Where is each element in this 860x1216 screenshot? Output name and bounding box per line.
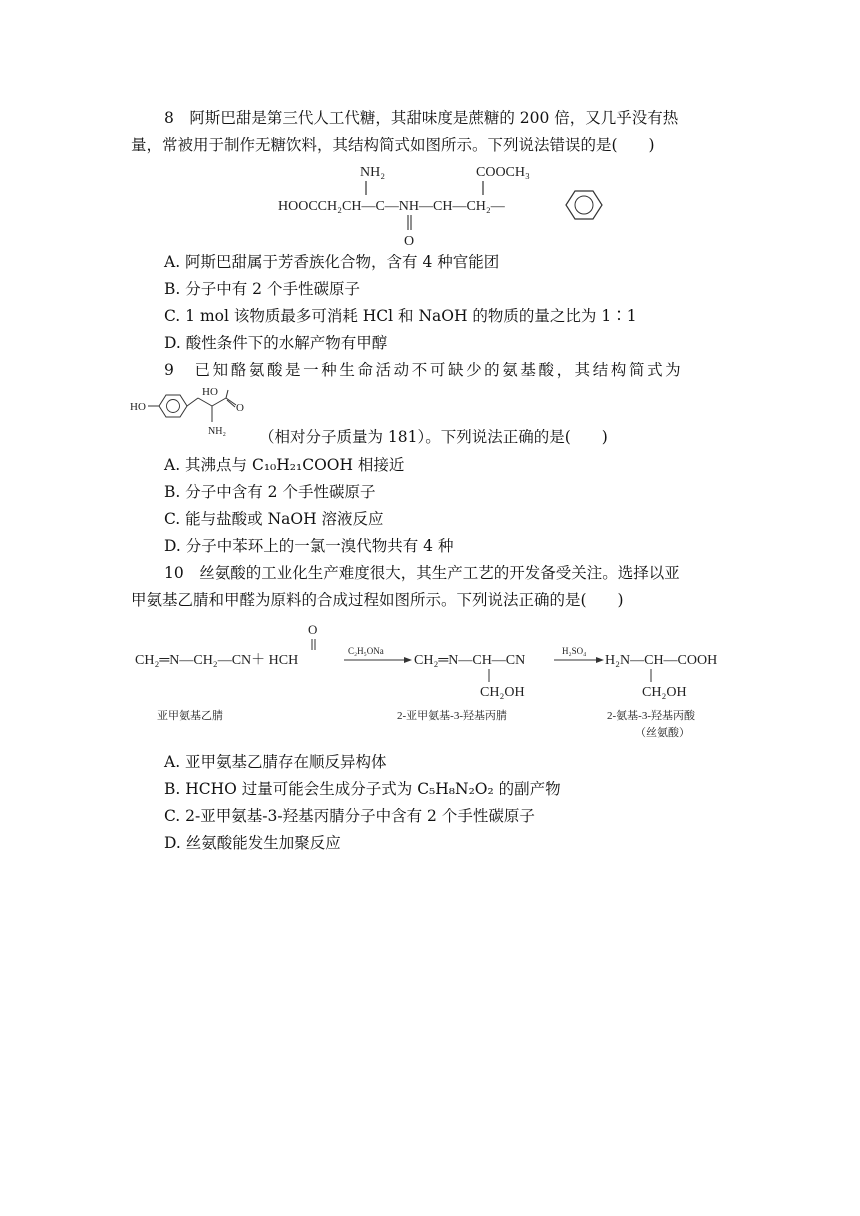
q10-reactant-name: 亚甲氨基乙腈 [157,710,223,722]
q10-ch2oh-2-label: CH₂OH [642,685,687,700]
q10-product-subname: （丝氨酸） [635,727,690,739]
q9-stem-line2: （相对分子质量为 181）。下列说法正确的是( ) [259,428,608,446]
q8-stem-line1: 8 阿斯巴甜是第三代人工代糖，其甜味度是蔗糖的 200 倍，又几乎没有热 [164,109,679,127]
q10-reagent2-label: H₂SO₄ [562,646,587,656]
q10-reactant-label: CH₂═N—CH₂—CN＋ HCH [135,653,299,668]
q10-ch2oh-1-label: CH₂OH [480,685,525,700]
benzene-ring-icon [159,395,187,417]
q8-stem-line2: 量，常被用于制作无糖饮料，其结构简式如图所示。下列说法错误的是( ) [131,136,655,154]
q10-synthesis-scheme [130,612,740,744]
q10-o-label: O [308,622,318,637]
q9-nh2-label: NH₂ [208,426,226,437]
q9-o-label: O [236,402,244,414]
q8-aspartame-structure [270,158,620,250]
q8-o-label: O [404,234,415,249]
q8-option-c: C. 1 mol 该物质最多可消耗 HCl 和 NaOH 的物质的量之比为 1∶1 [164,307,637,325]
q9-option-a: A. 其沸点与 C₁₀H₂₁COOH 相接近 [164,456,405,474]
q10-option-c: C. 2-亚甲氨基-3-羟基丙腈分子中含有 2 个手性碳原子 [164,807,535,825]
q9-ho-top-label: HO [202,386,218,398]
q9-option-b: B. 分子中含有 2 个手性碳原子 [164,483,376,501]
q9-stem-line1: 9 已知酪氨酸是一种生命活动不可缺少的氨基酸，其结构简式为 [164,361,684,379]
q10-intermediate-label: CH₂═N—CH—CN [414,653,526,668]
q10-product-name: 2-氨基-3-羟基丙酸 [607,710,695,722]
q9-tyrosine-structure [128,384,258,440]
q10-option-a: A. 亚甲氨基乙腈存在顺反异构体 [164,753,387,771]
benzene-ring-icon [566,191,602,219]
q9-option-c: C. 能与盐酸或 NaOH 溶液反应 [164,510,384,528]
q9-ho-left-label: HO [130,401,146,413]
q10-option-b: B. HCHO 过量可能会生成分子式为 C₅H₈N₂O₂ 的副产物 [164,780,561,798]
q10-intermediate-name: 2-亚甲氨基-3-羟基丙腈 [397,710,507,722]
q10-stem-line1: 10 丝氨酸的工业化生产难度很大，其生产工艺的开发备受关注。选择以亚 [164,564,680,582]
q8-option-a: A. 阿斯巴甜属于芳香族化合物，含有 4 种官能团 [164,253,500,271]
q8-cooch3-label: COOCH₃ [476,165,530,180]
q8-chain-label: HOOCCH₂CH—C—NH—CH—CH₂— [278,199,505,214]
q10-product-label: H₂N—CH—COOH [605,653,718,668]
q8-option-d: D. 酸性条件下的水解产物有甲醇 [164,334,388,352]
q8-option-b: B. 分子中有 2 个手性碳原子 [164,280,360,298]
q10-stem-line2: 甲氨基乙腈和甲醛为原料的合成过程如图所示。下列说法正确的是( ) [131,591,624,609]
q9-option-d: D. 分子中苯环上的一氯一溴代物共有 4 种 [164,537,454,555]
q8-nh2-label: NH₂ [360,165,386,180]
q10-option-d: D. 丝氨酸能发生加聚反应 [164,834,341,852]
q10-reagent1-label: C₂H₅ONa [348,646,384,656]
